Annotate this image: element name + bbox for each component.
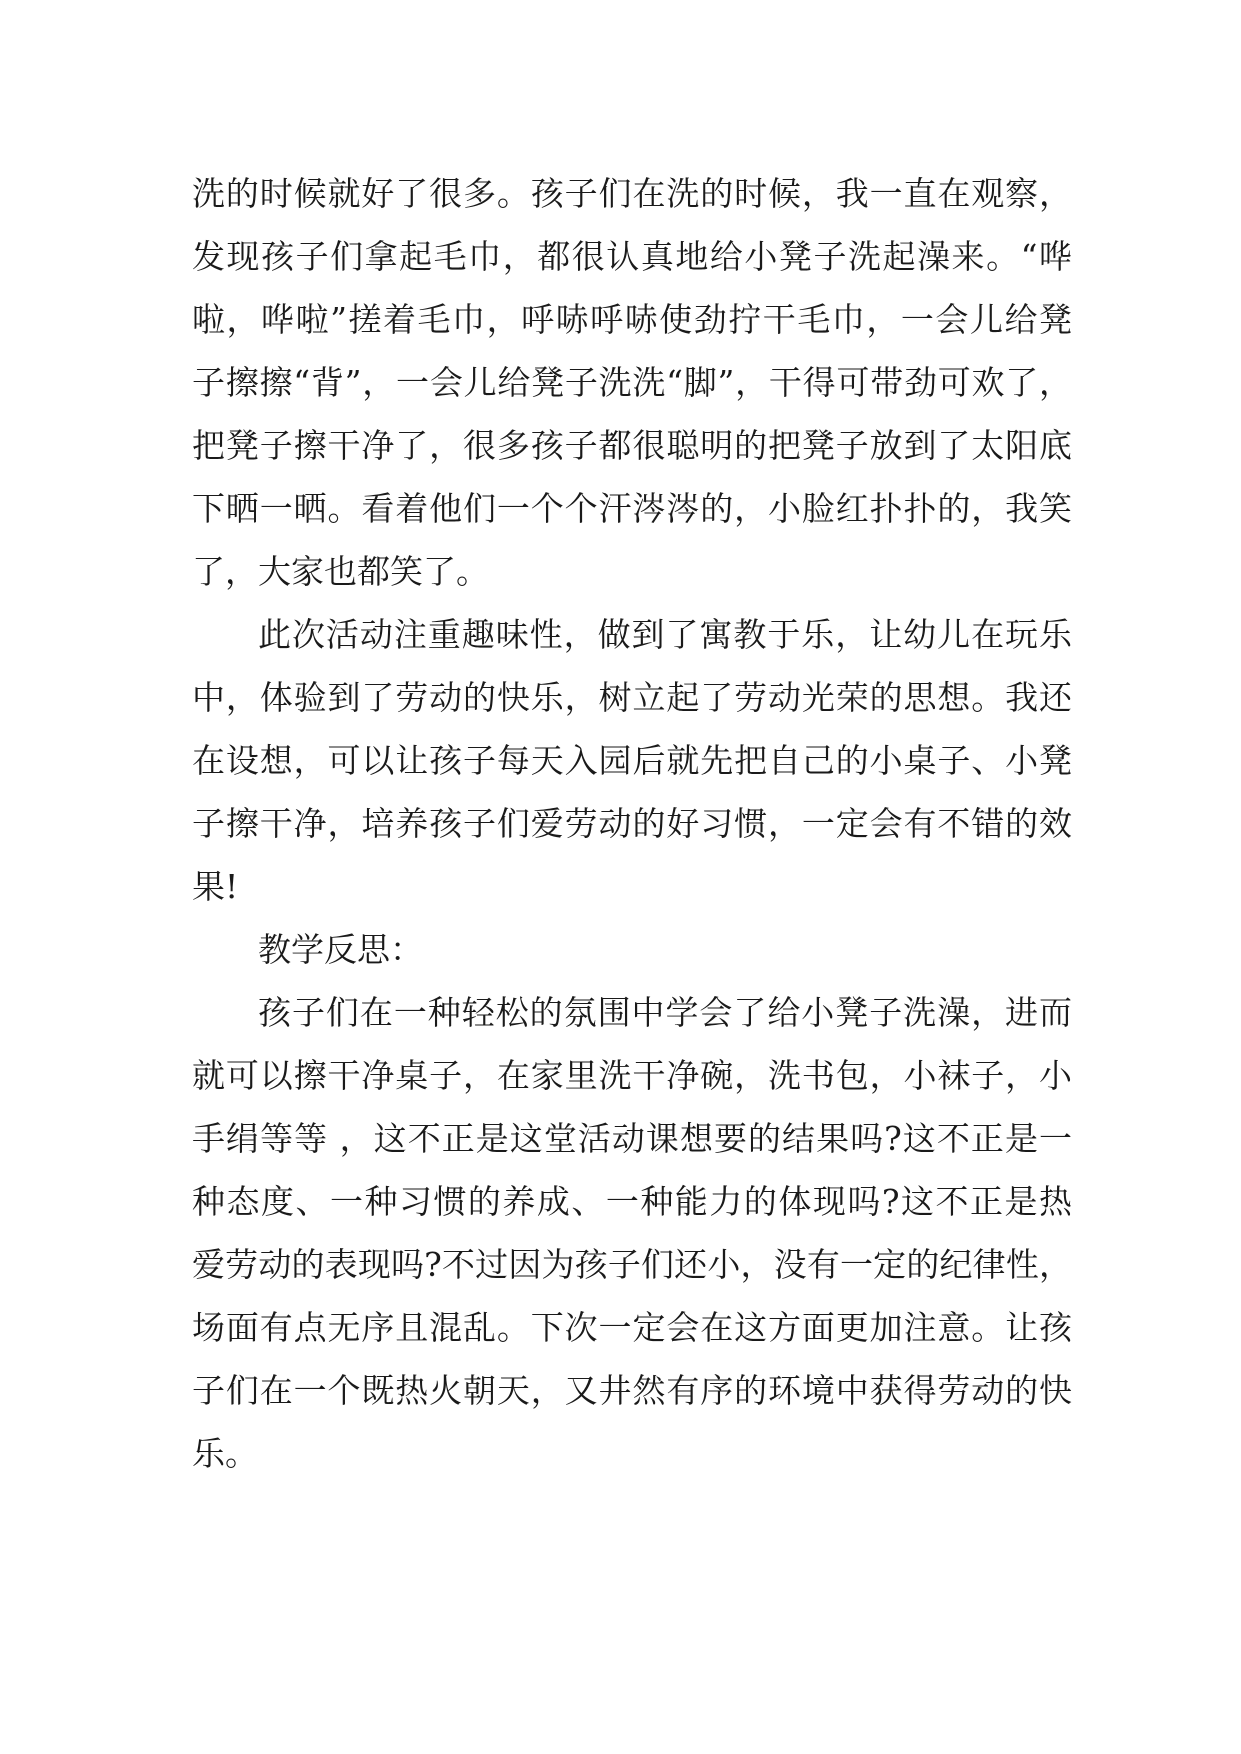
text-line: 在设想，可以让孩子每天入园后就先把自己的小桌子、小凳 xyxy=(192,741,1072,780)
text-line: 洗的时候就好了很多。孩子们在洗的时候，我一直在观察， xyxy=(192,174,1072,213)
document-body xyxy=(192,162,1072,1485)
section-heading xyxy=(192,918,1072,981)
text-line: 子们在一个既热火朝天，又井然有序的环境中获得劳动的快 xyxy=(192,1371,1072,1410)
text-line: 把凳子擦干净了，很多孩子都很聪明的把凳子放到了太阳底 xyxy=(192,426,1072,465)
text-line: 果! xyxy=(192,867,239,906)
text-line: 子擦擦“背”，一会儿给凳子洗洗“脚”，干得可带劲可欢了， xyxy=(192,363,1072,402)
text-line: 场面有点无序且混乱。下次一定会在这方面更加注意。让孩 xyxy=(192,1308,1072,1347)
text-line: 此次活动注重趣味性，做到了寓教于乐，让幼儿在玩乐 xyxy=(258,615,1072,654)
text-line: 了，大家也都笑了。 xyxy=(192,552,489,591)
text-line: 子擦干净，培养孩子们爱劳动的好习惯，一定会有不错的效 xyxy=(192,804,1072,843)
text-line: 下晒一晒。看着他们一个个汗涔涔的，小脸红扑扑的，我笑 xyxy=(192,489,1072,528)
text-line: 孩子们在一种轻松的氛围中学会了给小凳子洗澡，进而 xyxy=(258,993,1072,1032)
text-line: 发现孩子们拿起毛巾，都很认真地给小凳子洗起澡来。“哗 xyxy=(192,237,1072,276)
paragraph-1 xyxy=(192,162,1072,603)
text-line: 中，体验到了劳动的快乐，树立起了劳动光荣的思想。我还 xyxy=(192,678,1072,717)
text-line: 啦，哗啦”搓着毛巾，呼哧呼哧使劲拧干毛巾，一会儿给凳 xyxy=(192,300,1072,339)
paragraph-2 xyxy=(192,603,1072,918)
heading-text: 教学反思： xyxy=(258,930,423,969)
text-line: 手绢等等 ，这不正是这堂活动课想要的结果吗?这不正是一 xyxy=(192,1119,1072,1158)
text-line: 就可以擦干净桌子，在家里洗干净碗，洗书包，小袜子，小 xyxy=(192,1056,1072,1095)
paragraph-3 xyxy=(192,981,1072,1485)
text-line: 爱劳动的表现吗?不过因为孩子们还小，没有一定的纪律性， xyxy=(192,1245,1072,1284)
text-line: 种态度、一种习惯的养成、一种能力的体现吗?这不正是热 xyxy=(192,1182,1072,1221)
text-line: 乐。 xyxy=(192,1434,258,1473)
